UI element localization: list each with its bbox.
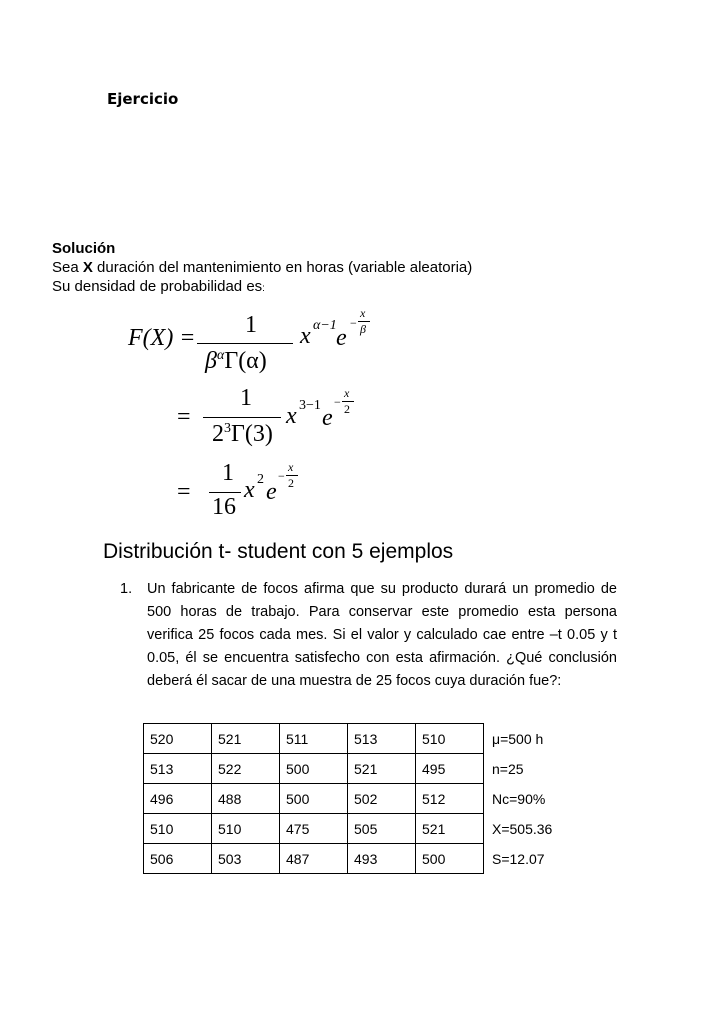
formula-x-2: x [286,403,297,429]
table-cell: 510 [416,724,484,754]
gamma-alpha: Γ(α) [224,348,267,374]
table-cell: 475 [280,814,348,844]
table-cell: 510 [212,814,280,844]
problem-text: Un fabricante de focos afirma que su producto durará un promedio de 500 horas de trabajo. Para conservar este promedio esta persona verifica 25 focos cada mes. Si el valor y calculado cae entre –t 0.05 y t 0.05, él se encuentra satisfecho con esta afirmación. ¿Qué conclusión deberá él sacar de una muestra de 25 focos cuya duración fue?: [147,581,617,689]
table-row [144,754,583,784]
table-cell: 513 [144,754,212,784]
table-cell: 512 [416,784,484,814]
formula-exp-num-1: x [360,306,366,320]
formula-e-2: e [322,405,333,431]
formula-exp-3: 2 [257,472,264,487]
table-cell: 500 [416,844,484,874]
formula-exp-num-3: x [288,460,294,474]
alpha-exponent: α [216,348,225,363]
solution-line-1-rest: duración del mantenimiento en horas (variable aleatoria) [92,259,473,276]
formula-lhs: F(X) = [128,325,196,351]
formula-minus-1: − [350,316,357,330]
two-base: 2 [212,421,224,447]
table-cell: 500 [280,754,348,784]
formula-x-3: x [244,477,255,503]
table-cell: 510 [144,814,212,844]
formula-denominator-1 [205,348,267,375]
table-row [144,784,583,814]
solution-title: Solución [52,240,116,257]
formula-x-1: x [300,323,311,349]
table-cell: 493 [348,844,416,874]
formula-denominator-2 [212,421,273,448]
three-exponent: 3 [224,421,231,436]
beta-symbol: β [205,348,217,374]
table-cell: 495 [416,754,484,784]
solution-line-2-colon: : [262,283,265,294]
table-cell: 496 [144,784,212,814]
solution-line-2-text: Su densidad de probabilidad es [52,278,263,295]
formula-denominator-3: 16 [212,494,236,520]
formula-e-3: e [266,479,277,505]
table-cell: 521 [348,754,416,784]
formula-minus-3: − [278,469,285,483]
formula-exp-den-2: 2 [344,402,350,416]
formula-exp-1: α−1 [313,318,337,333]
formula-numerator-2: 1 [240,385,252,411]
table-cell: 520 [144,724,212,754]
fraction-bar-1 [197,343,293,344]
solution-line-1-prefix: Sea [52,259,83,276]
stat-cell: S=12.07 [484,844,583,874]
formula-exp-den-1: β [360,322,366,336]
stat-cell: X=505.36 [484,814,583,844]
formula-minus-2: − [334,395,341,409]
variable-x: X [82,259,93,276]
formula-eq-3: = [177,479,191,505]
formula-numerator-1: 1 [245,312,257,338]
table-cell: 502 [348,784,416,814]
formula-exp-den-3: 2 [288,476,294,490]
table-cell: 511 [280,724,348,754]
formula-eq-2: = [177,404,191,430]
fraction-bar-2 [203,417,281,418]
problem-number: 1. [120,581,133,597]
fraction-bar-3 [209,492,241,493]
formula-numerator-3: 1 [222,460,234,486]
section-title: Distribución t- student con 5 ejemplos [103,540,454,563]
formula-exp-2: 3−1 [299,398,321,413]
table-cell: 505 [348,814,416,844]
table-cell: 500 [280,784,348,814]
table-cell: 487 [280,844,348,874]
table-cell: 521 [416,814,484,844]
stat-cell: Nc=90% [484,784,583,814]
table-cell: 513 [348,724,416,754]
stat-cell: μ=500 h [484,724,583,754]
table-cell: 522 [212,754,280,784]
page-heading: Ejercicio [107,90,179,108]
table-cell: 488 [212,784,280,814]
gamma-three: Γ(3) [231,421,273,447]
table-cell: 521 [212,724,280,754]
table-cell: 503 [212,844,280,874]
formula-e-1: e [336,325,347,351]
formula-exp-num-2: x [344,386,350,400]
table-row [144,724,583,754]
table-row [144,844,583,874]
table-row [144,814,583,844]
table-cell: 506 [144,844,212,874]
durations-table [143,723,582,874]
stat-cell: n=25 [484,754,583,784]
